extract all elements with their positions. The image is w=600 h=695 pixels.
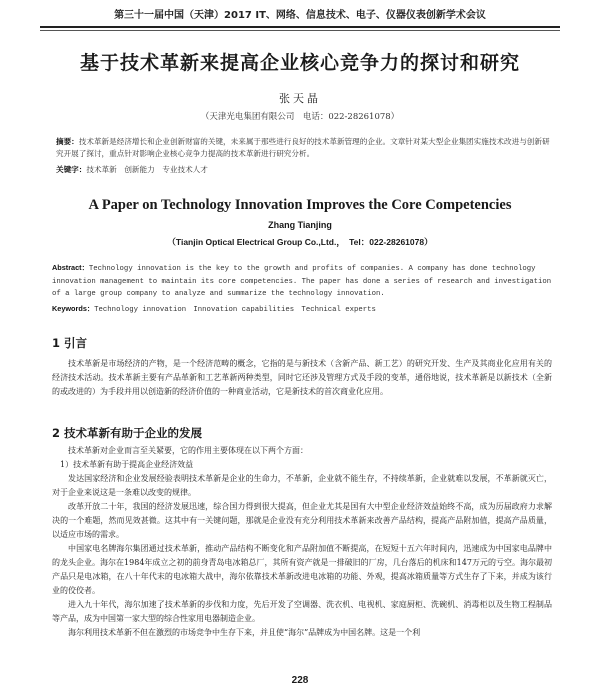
author-en: Zhang Tianjing bbox=[268, 220, 332, 230]
author-cn: 张天晶 bbox=[279, 92, 321, 105]
section-body-introduction bbox=[52, 357, 552, 399]
abstract-en-text: Technology innovation is the key to the growth and profits of companies. A company has done technology innovation management to maintain its core competencies. The paper has done a series of research and investigation of a large group company to analyze and summarize the technology innovation. bbox=[52, 265, 552, 298]
keywords-cn-text: 技术革新 创新能力 专业技术人才 bbox=[86, 165, 208, 174]
keywords-en-label: Keywords： bbox=[52, 304, 95, 313]
body-paragraph: 海尔利用技术革新不但在激烈的市场竞争中生存下来，并且使“海尔”品牌成为中国名牌。这是一个利 bbox=[68, 628, 421, 637]
abstract-cn-label: 摘要： bbox=[56, 137, 79, 146]
running-head: 第三十一届中国（天津）2017 IT、网络、信息技术、电子、仪器仪表创新学术会议 bbox=[114, 10, 486, 21]
keywords-en bbox=[52, 303, 552, 316]
body-paragraph: 改革开放二十年，我国的经济发展迅速，综合国力得到很大提高，但企业尤其是国有大中型企业经济效益始终不高，成为历届政府力求解决的一个难题，然而见效甚微。这其中有一关键问题，那就是企业没有充分利用技术革新来改善产品结构，提高产品附加值，提高产品质量，以适应市场的需求。 bbox=[52, 502, 552, 539]
abstract-cn bbox=[56, 136, 550, 160]
section-heading-development: 2 技术革新有助于企业的发展 bbox=[52, 426, 203, 440]
page-number: 228 bbox=[291, 675, 309, 686]
body-paragraph: 进入九十年代，海尔加速了技术革新的步伐和力度，先后开发了空调器、洗衣机、电视机、家庭厨柜、洗碗机、消毒柜以及生物工程制品等产品，成为中国第一家大型的综合性家用电器制造企业。 bbox=[52, 600, 552, 623]
body-paragraph: 发达国家经济和企业发展经验表明技术革新是企业的生命力，不革新，企业就不能生存，不持续革新，企业就难以发展，不革新就灭亡，对于企业来说这是一条难以改变的规律。 bbox=[52, 474, 552, 497]
paper-title-cn: 基于技术革新来提高企业核心竞争力的探讨和研究 bbox=[79, 52, 520, 74]
abstract-en-label: Abstract： bbox=[52, 263, 89, 272]
keywords-en-text: Technology innovation Innovation capabilities Technical experts bbox=[94, 306, 376, 314]
section-heading-introduction: 1 引言 bbox=[52, 336, 88, 350]
affiliation-cn: （天津光电集团有限公司 电话：022-28261078） bbox=[200, 112, 400, 122]
abstract-cn-text: 技术革新是经济增长和企业创新财富的关键，未来属于那些进行良好的技术革新管理的企业。文章针对某大型企业集团实施技术改进与创新研究开展了探讨，重点针对影响企业核心竞争力提高的技术革新进行研究分析。 bbox=[56, 137, 550, 158]
paper-title-en: A Paper on Technology Innovation Improves the Core Competencies bbox=[88, 197, 512, 213]
abstract-en bbox=[52, 262, 552, 301]
header-rule-thin bbox=[40, 30, 560, 31]
header-rule-thick bbox=[40, 26, 560, 28]
section-body-development bbox=[52, 444, 552, 640]
affiliation-en: （Tianjin Optical Electrical Group Co.,Ltd.， Tel：022-28261078） bbox=[167, 237, 433, 247]
body-paragraph: 技术革新是市场经济的产物，是一个经济范畴的概念，它指的是与新技术（含新产品、新工艺）的研究开发、生产及其商业化应用有关的经济技术活动。技术革新主要有产品革新和工艺革新两种类型，同时它还涉及管理方式及手段的变革，通俗地说，技术革新是以新技术（全新的或改进的）为手段并用以创造新的经济价值的一种商业活动，它是新技术的首次商业化应用。 bbox=[52, 359, 552, 396]
keywords-cn-label: 关键字： bbox=[56, 165, 87, 174]
body-paragraph: 技术革新对企业而言至关紧要，它的作用主要体现在以下两个方面： bbox=[68, 446, 308, 455]
body-paragraph: 中国家电名牌海尔集团通过技术革新，推动产品结构不断变化和产品附加值不断提高，在短短十五六年时间内，迅速成为中国家电品牌中的龙头企业。海尔在1984年成立之初的前身青岛电冰箱总厂，其所有资产就是一排破旧的厂房，几台落后的机床和147万元的亏空。海尔最初产品只是电冰箱，在八十年代末的电冰箱大战中，海尔依靠技术革新改进电冰箱的功能、外观，提高冰箱质量等方式生存了下来，并成为该行业的佼佼者。 bbox=[52, 544, 552, 595]
subheading: 1）技术革新有助于提高企业经济效益 bbox=[60, 460, 194, 469]
keywords-cn bbox=[56, 164, 550, 176]
